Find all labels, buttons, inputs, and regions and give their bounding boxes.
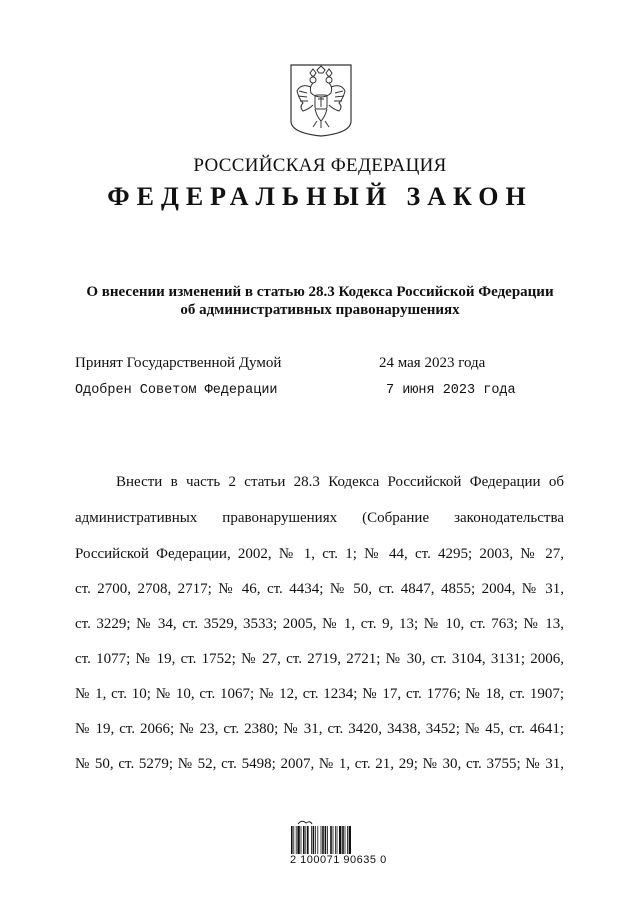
body-line: Внести в часть 2 статьи 28.3 Кодекса Российской Федерации об bbox=[116, 474, 564, 490]
barcode-bar bbox=[311, 826, 312, 854]
approved-council-label: Одобрен Советом Федерации bbox=[75, 383, 278, 398]
barcode-signature-mark bbox=[298, 821, 312, 824]
body-line: ст. 2700, 2708, 2717; № 46, ст. 4434; № 50, ст. 4847, 4855; 2004, № 31, bbox=[75, 581, 564, 597]
barcode-bar bbox=[297, 826, 299, 854]
barcode-bar bbox=[322, 826, 324, 854]
barcode-number: 2 100071 90635 0 bbox=[290, 854, 387, 866]
barcode-bar bbox=[301, 826, 302, 854]
barcode-bar bbox=[291, 826, 293, 854]
barcode-bar bbox=[293, 826, 294, 854]
approved-council-date: 7 июня 2023 года bbox=[386, 383, 516, 398]
document-title bbox=[0, 283, 640, 319]
barcode-bar bbox=[327, 826, 328, 854]
barcode-bar bbox=[337, 826, 338, 854]
barcode-icon bbox=[290, 818, 382, 856]
barcode-bar bbox=[342, 826, 344, 854]
country-heading: РОССИЙСКАЯ ФЕДЕРАЦИЯ bbox=[193, 155, 447, 176]
barcode-bar bbox=[335, 826, 336, 854]
barcode-bar bbox=[339, 826, 341, 854]
barcode-bar bbox=[333, 826, 334, 854]
barcode-bar bbox=[303, 826, 305, 854]
coat-of-arms-emblem-icon bbox=[289, 63, 353, 137]
barcode-bar bbox=[317, 826, 318, 854]
barcode-bar bbox=[325, 826, 327, 854]
document-title-line: О внесении изменений в статью 28.3 Кодекса Российской Федерации bbox=[86, 284, 554, 300]
body-line: ст. 3229; № 34, ст. 3529, 3533; 2005, № 1, ст. 9, 13; № 10, ст. 763; № 13, bbox=[75, 616, 564, 632]
barcode-bar bbox=[321, 826, 322, 854]
barcode-bar bbox=[313, 826, 315, 854]
barcode-bar bbox=[305, 826, 306, 854]
body-line: № 1, ст. 10; № 10, ст. 1067; № 12, ст. 1234; № 17, ст. 1776; № 18, ст. 1907; bbox=[75, 686, 564, 702]
adopted-duma-label: Принят Государственной Думой bbox=[75, 355, 282, 371]
body-line: Российской Федерации, 2002, № 1, ст. 1; № 44, ст. 4295; 2003, № 27, bbox=[75, 546, 564, 562]
adopted-duma-date: 24 мая 2023 года bbox=[379, 355, 486, 371]
document-title-line: об административных правонарушениях bbox=[180, 302, 460, 318]
body-line: административных правонарушениях (Собрание законодательства bbox=[75, 510, 564, 526]
body-line: № 50, ст. 5279; № 52, ст. 5498; 2007, № 1, ст. 21, 29; № 30, ст. 3755; № 31, bbox=[75, 756, 564, 772]
body-line: ст. 1077; № 19, ст. 1752; № 27, ст. 2719, 2721; № 30, ст. 3104, 3131; 2006, bbox=[75, 651, 564, 667]
document-type-heading: ФЕДЕРАЛЬНЫЙ ЗАКОН bbox=[107, 182, 533, 211]
barcode-bar bbox=[296, 826, 297, 854]
body-line: № 19, ст. 2066; № 23, ст. 2380; № 31, ст. 3420, 3438, 3452; № 45, ст. 4641; bbox=[75, 721, 564, 737]
barcode-bar bbox=[330, 826, 332, 854]
barcode-bar bbox=[315, 826, 316, 854]
barcode-bar bbox=[307, 826, 309, 854]
barcode-bar bbox=[347, 826, 348, 854]
barcode-bar bbox=[345, 826, 346, 854]
barcode-bar bbox=[349, 826, 351, 854]
